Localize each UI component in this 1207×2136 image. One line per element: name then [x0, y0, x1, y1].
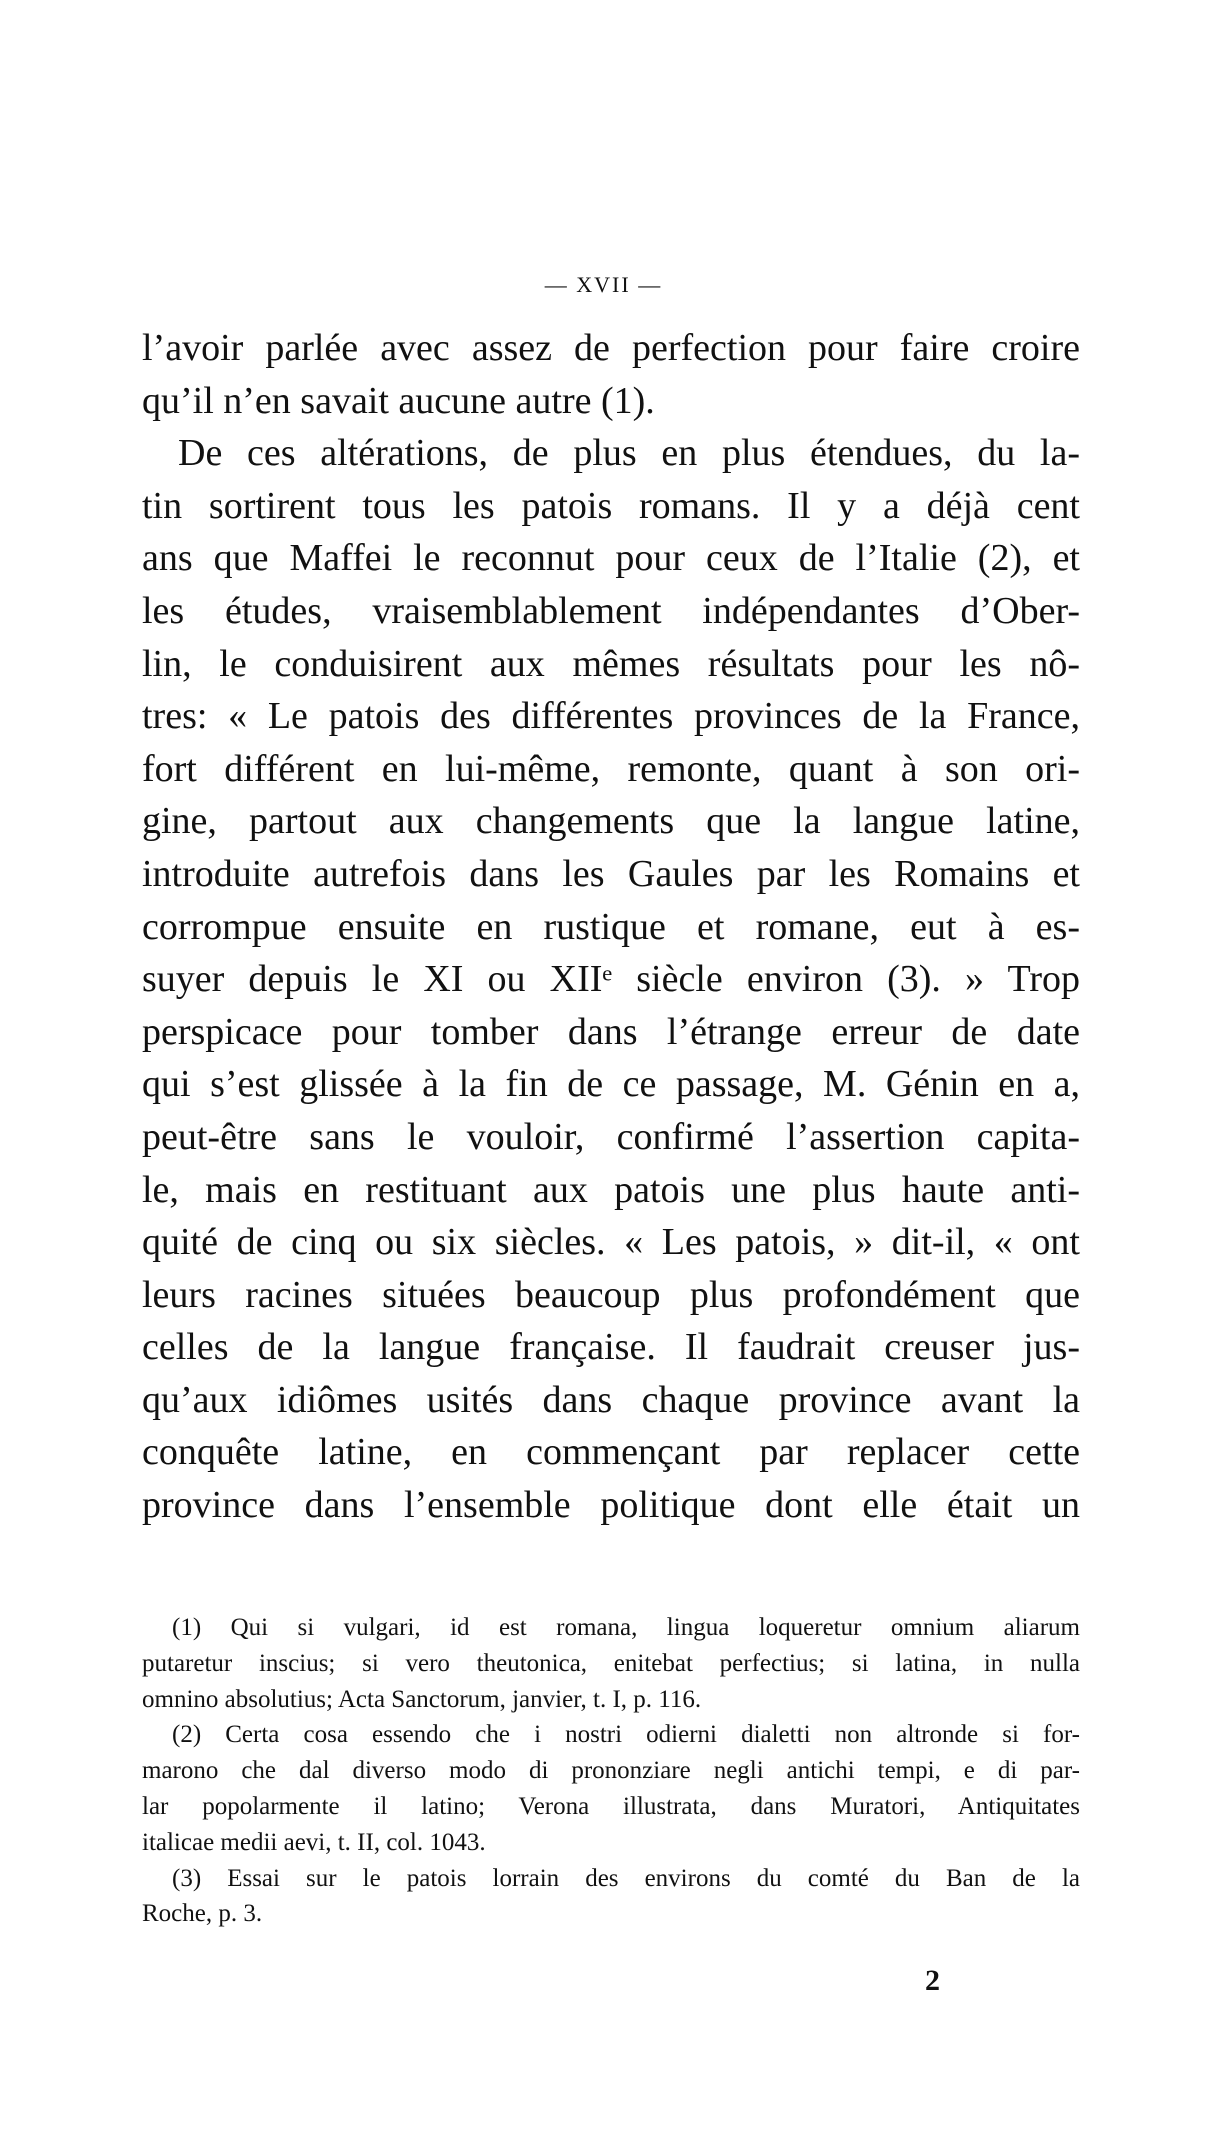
text-line: tin sortirent tous les patois romans. Il y a déjà cent	[142, 484, 1080, 527]
text-line: gine, partout aux changements que la langue latine,	[142, 800, 1080, 843]
text-line: De ces altérations, de plus en plus étendues, du la-	[178, 432, 1080, 475]
footnote-line: lar popolarmente il latino; Verona illustrata, dans Muratori, Antiquitates	[142, 1792, 1080, 1820]
text-line: fort différent en lui-même, remonte, quant à son ori-	[142, 747, 1080, 790]
text-line: lin, le conduisirent aux mêmes résultats pour les nô-	[142, 642, 1080, 685]
footnote-1	[142, 1610, 1080, 1717]
text-line: perspicace pour tomber dans l’étrange erreur de date	[142, 1010, 1080, 1053]
text-line: peut-être sans le vouloir, confirmé l’assertion capita-	[142, 1115, 1080, 1158]
footnote-3	[142, 1861, 1080, 1933]
text-line: qui s’est glissée à la fin de ce passage, M. Génin en a,	[142, 1063, 1080, 1106]
running-head: — XVII —	[544, 272, 663, 297]
text-line: ans que Maffei le reconnut pour ceux de l’Italie (2), et	[142, 537, 1080, 580]
text-line: le, mais en restituant aux patois une plus haute anti-	[142, 1168, 1080, 1211]
text-line: province dans l’ensemble politique dont elle était un	[142, 1484, 1080, 1527]
text-line: suyer depuis le XI ou XIIᵉ siècle environ (3). » Trop	[142, 958, 1080, 1001]
footnote-line: omnino absolutius; Acta Sanctorum, janvier, t. I, p. 116.	[142, 1685, 702, 1713]
footnotes	[142, 1610, 1080, 1932]
page-number: 2	[925, 1964, 940, 1997]
footnote-line: italicae medii aevi, t. II, col. 1043.	[142, 1828, 486, 1856]
text-line: qu’aux idiômes usités dans chaque province avant la	[142, 1378, 1080, 1421]
footnote-line: putaretur inscius; si vero theutonica, enitebat perfectius; si latina, in nulla	[142, 1649, 1080, 1677]
text-line: corrompue ensuite en rustique et romane, eut à es-	[142, 905, 1080, 948]
text-line: leurs racines situées beaucoup plus profondément que	[142, 1273, 1080, 1316]
text-line: les études, vraisemblablement indépendantes d’Ober-	[142, 589, 1080, 632]
footnote-line: Roche, p. 3.	[142, 1900, 263, 1928]
text-line: celles de la langue française. Il faudrait creuser jus-	[142, 1326, 1080, 1369]
footnote-line: marono che dal diverso modo di prononziare negli antichi tempi, e di par-	[142, 1757, 1080, 1785]
footnote-2	[142, 1717, 1080, 1860]
text-line: l’avoir parlée avec assez de perfection pour faire croire	[142, 327, 1080, 369]
main-text	[142, 322, 1080, 1532]
text-line: tres: « Le patois des différentes provinces de la France,	[142, 695, 1080, 738]
footnote-line: (1) Qui si vulgari, id est romana, lingua loqueretur omnium aliarum	[172, 1614, 1080, 1641]
text-line: conquête latine, en commençant par replacer cette	[142, 1431, 1080, 1474]
footnote-line: (3) Essai sur le patois lorrain des environs du comté du Ban de la	[172, 1864, 1080, 1892]
text-line: qu’il n’en savait aucune autre (1).	[142, 379, 655, 422]
footnote-line: (2) Certa cosa essendo che i nostri odierni dialetti non altronde si for-	[172, 1721, 1080, 1749]
text-line: quité de cinq ou six siècles. « Les patois, » dit-il, « ont	[142, 1221, 1080, 1264]
text-line: introduite autrefois dans les Gaules par les Romains et	[142, 852, 1080, 895]
